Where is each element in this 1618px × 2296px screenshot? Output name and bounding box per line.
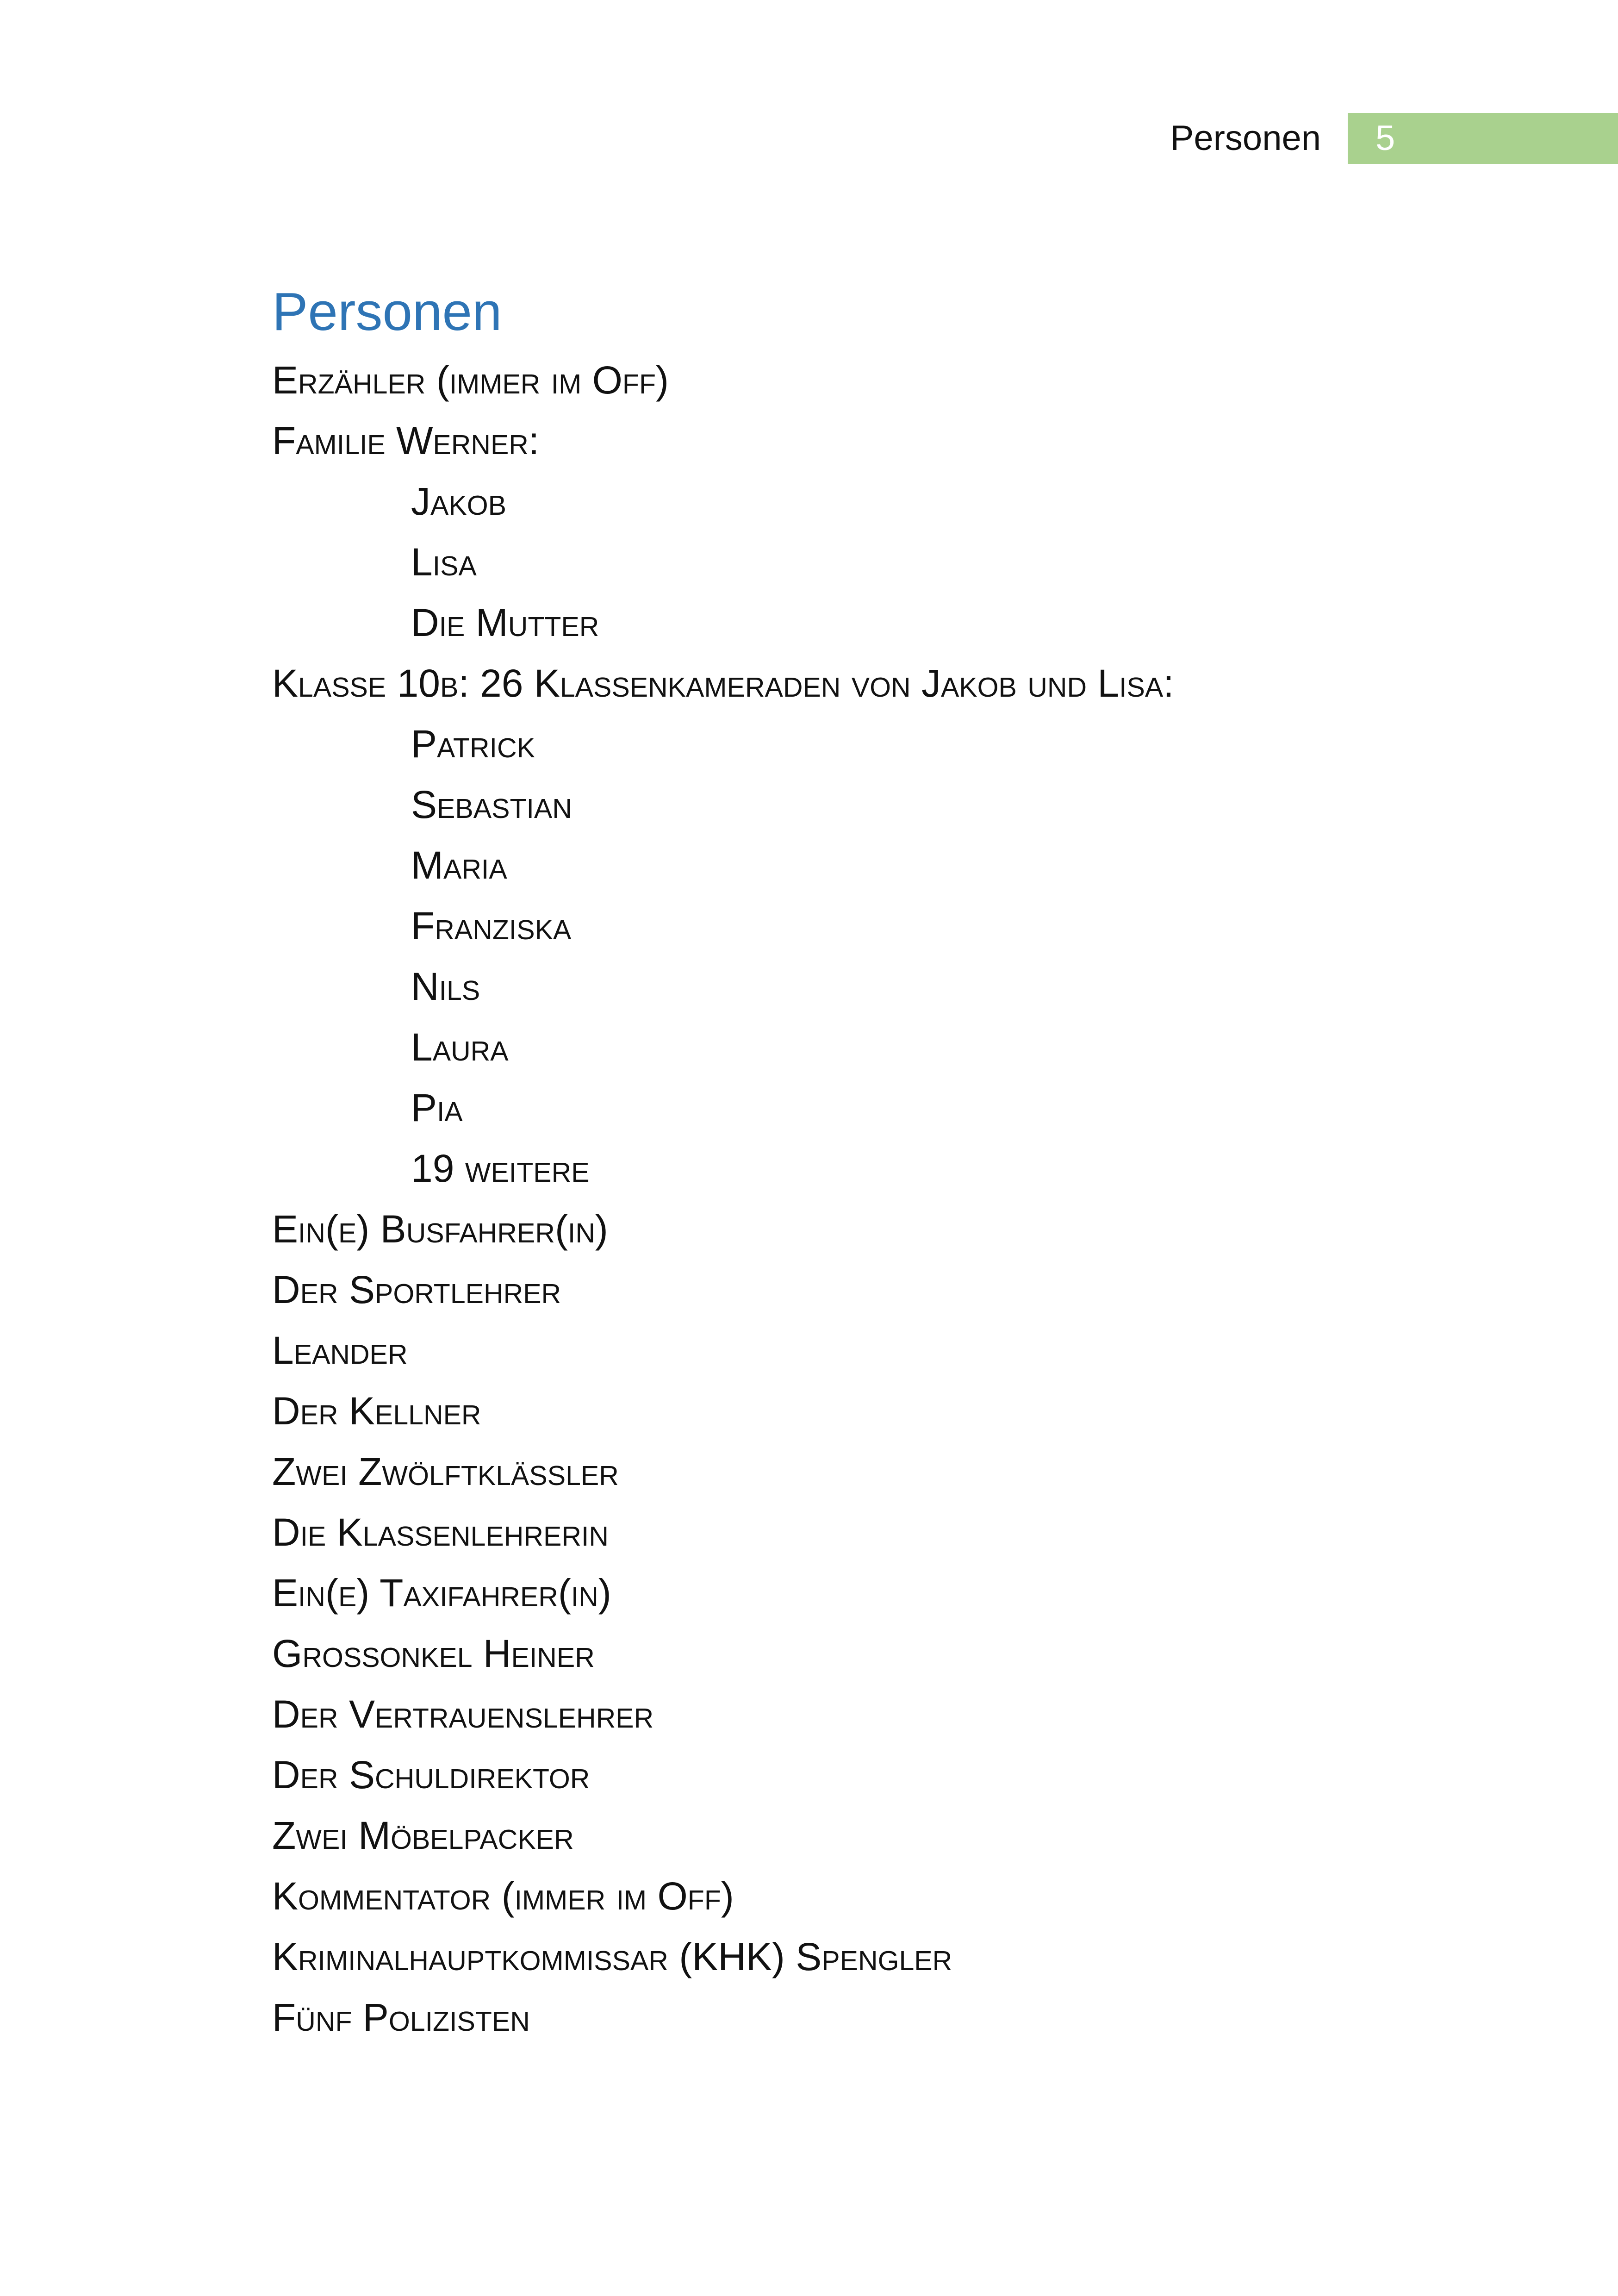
running-header: [1170, 113, 1618, 164]
cast-item: Der Kellner: [272, 1389, 481, 1433]
cast-subitem: Franziska: [411, 904, 572, 948]
cast-subitem: Maria: [411, 843, 507, 887]
cast-item: Zwei Zwölftklässler: [272, 1450, 619, 1493]
cast-item: Fünf Polizisten: [272, 1996, 530, 2039]
cast-item: Kommentator (immer im Off): [272, 1874, 734, 1918]
cast-item: Ein(e) Taxifahrer(in): [272, 1571, 611, 1615]
cast-subitem: Nils: [411, 965, 480, 1008]
cast-item: Familie Werner:: [272, 419, 540, 462]
cast-item: Leander: [272, 1329, 408, 1372]
cast-subitem: Jakob: [411, 480, 506, 523]
cast-item: Ein(e) Busfahrer(in): [272, 1207, 608, 1251]
cast-subitem: Pia: [411, 1086, 463, 1129]
cast-item: Zwei Möbelpacker: [272, 1814, 574, 1857]
cast-item: Kriminalhauptkommissar (KHK) Spengler: [272, 1935, 952, 1978]
cast-item: Der Sportlehrer: [272, 1268, 561, 1311]
cast-subitem: Lisa: [411, 540, 477, 584]
cast-item: Der Schuldirektor: [272, 1753, 590, 1797]
cast-subitem: Patrick: [411, 722, 535, 766]
cast-list: [272, 350, 1525, 2048]
cast-subitem: Sebastian: [411, 783, 572, 826]
cast-item: Erzähler (immer im Off): [272, 358, 669, 402]
page-number: 5: [1348, 113, 1618, 164]
cast-item: Klasse 10b: 26 Klassenkameraden von Jakob und Lisa:: [272, 661, 1174, 705]
cast-subitem: Laura: [411, 1025, 509, 1069]
cast-item: Die Klassenlehrerin: [272, 1510, 609, 1554]
cast-subitem: 19 weitere: [411, 1147, 590, 1190]
section-heading: Personen: [272, 281, 502, 342]
cast-subitem: Die Mutter: [411, 601, 599, 644]
page-content: [272, 277, 1525, 2048]
running-header-title: Personen: [1170, 119, 1321, 158]
cast-item: Der Vertrauenslehrer: [272, 1692, 654, 1736]
cast-item: Großonkel Heiner: [272, 1632, 595, 1675]
